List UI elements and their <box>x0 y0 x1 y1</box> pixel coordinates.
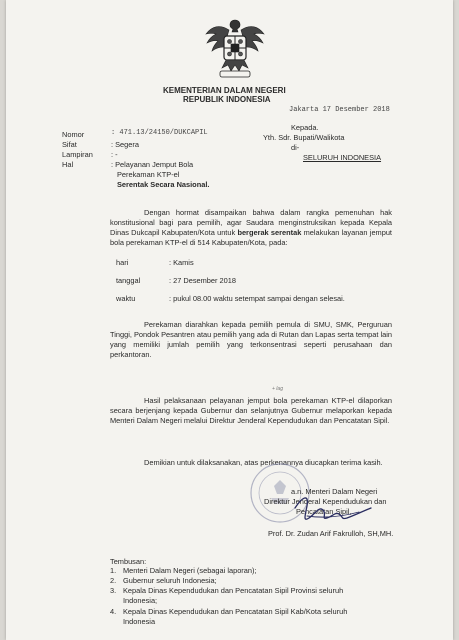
handwritten-signature-icon <box>289 488 384 528</box>
paragraph-2: Perekaman diarahkan kepada pemilih pemula di SMU, SMK, Perguruan Tinggi, Pondok Pesantren atau pemilih yang ada di Rutan dan Lapas serta tempat lain yang memiliki jumlah pemilih yang terkonsentrasi seperti perusahaan dan perkantoran. <box>110 320 392 359</box>
nomor-value: : 471.13/24150/DUKCAPIL <box>111 129 208 137</box>
cc-item-4-num: 4. <box>110 607 117 616</box>
waktu-label: waktu <box>116 294 136 303</box>
cc-item-1-text: Menteri Dalam Negeri (sebagai laporan); <box>123 566 257 575</box>
lampiran-value: : - <box>111 150 118 159</box>
letter-page <box>6 0 453 640</box>
ministry-name: KEMENTERIAN DALAM NEGERI <box>163 86 286 95</box>
paragraph-1-bold: bergerak serentak <box>237 228 302 237</box>
cc-item-4-text: Kepala Dinas Kependudukan dan Pencatatan Sipil Kab/Kota seluruh <box>123 607 348 616</box>
paragraph-3: Hasil pelaksanaan pelayanan jemput bola perekaman KTP-el dilaporkan secara berjenjang kepada Gubernur dan selanjutnya Gubernur melaporkan kepada Menteri Dalam Negeri melalui Direktur Jenderal Kependudukan dan Pencatatan Sipil. <box>110 396 392 425</box>
paragraph-1-text-a: Dengan hormat disampaikan bahwa dalam rangka pemenuhan hak konstitusional bagi para pemilih, agar Saudara menginstruksikan kepada Kepala Dinas Dukcapil Kabupaten/Kota untuk <box>110 208 392 237</box>
garuda-emblem-icon <box>202 16 268 82</box>
cc-item-1-num: 1. <box>110 566 117 575</box>
cc-item-3-num: 3. <box>110 586 117 595</box>
waktu-value: : pukul 08.00 waktu setempat sampai dengan selesai. <box>169 294 345 303</box>
paragraph-1-text-b: melakukan layanan jemput bola perekaman KTP-el di 514 Kabupaten/Kota, pada: <box>110 228 392 247</box>
recipient-place: SELURUH INDONESIA <box>303 153 382 162</box>
cc-item-4-cont: Indonesia <box>123 617 156 626</box>
hari-value: : Kamis <box>169 258 194 267</box>
recipient-yth: Yth. Sdr. Bupati/Walikota <box>263 133 345 142</box>
nomor-label: Nomor <box>62 130 85 139</box>
lampiran-label: Lampiran <box>62 150 93 159</box>
signature-line-1: a.n. Menteri Dalam Negeri <box>291 487 378 496</box>
hal-line-3: Serentak Secara Nasional. <box>117 180 210 189</box>
hal-line-2: Perekaman KTP-el <box>117 170 180 179</box>
recipient-kepada: Kepada. <box>291 123 319 132</box>
paragraph-1 <box>110 208 392 248</box>
tanggal-value: : 27 Desember 2018 <box>169 276 236 285</box>
cc-item-2-text: Gubernur seluruh Indonesia; <box>123 576 217 585</box>
republic-name: REPUBLIK INDONESIA <box>183 95 271 104</box>
place-date: Jakarta 17 Desember 2018 <box>289 106 390 114</box>
cc-title: Tembusan: <box>110 557 147 566</box>
tanggal-label: tanggal <box>116 276 141 285</box>
cc-item-2-num: 2. <box>110 576 117 585</box>
sifat-label: Sifat <box>62 140 77 149</box>
hari-label: hari <box>116 258 129 267</box>
cc-item-3-cont: Indonesia; <box>123 596 158 605</box>
cc-item-3-text: Kepala Dinas Kependudukan dan Pencatatan Sipil Provinsi seluruh <box>123 586 344 595</box>
sifat-value: : Segera <box>111 140 139 149</box>
signature-line-3: Pencatatan Sipil, <box>296 507 352 516</box>
signature-line-2: Direktur Jenderal Kependudukan dan <box>264 497 387 506</box>
handwritten-note: + lag <box>272 386 283 392</box>
hal-line-1: : Pelayanan Jemput Bola <box>111 160 194 169</box>
paragraph-4: Demikian untuk dilaksanakan, atas perkenannya diucapkan terima kasih. <box>144 458 383 467</box>
recipient-di: di- <box>291 143 300 152</box>
hal-label: Hal <box>62 160 74 169</box>
signatory-name: Prof. Dr. Zudan Arif Fakrulloh, SH,MH. <box>268 529 394 538</box>
